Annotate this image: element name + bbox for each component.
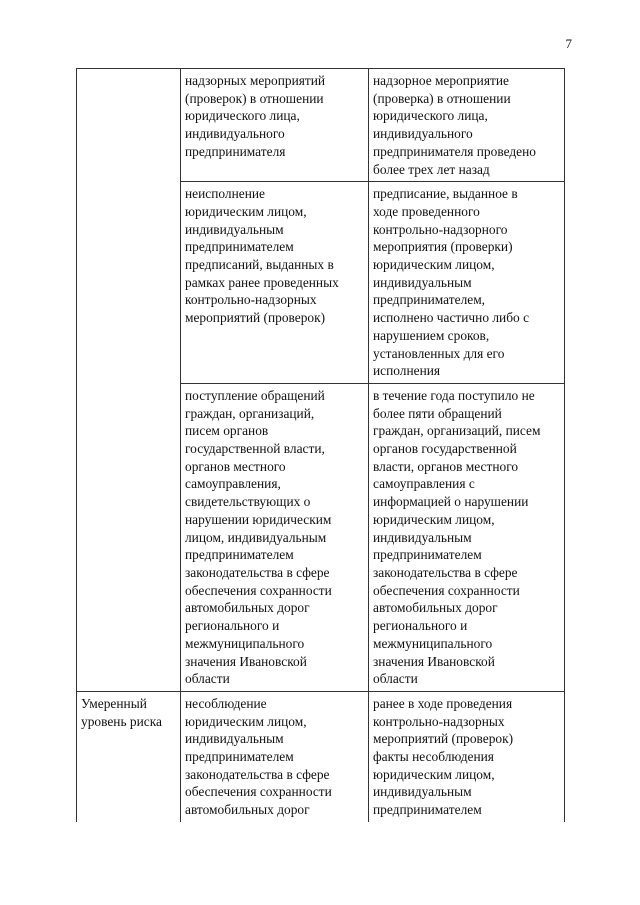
table-row — [77, 69, 565, 182]
risk-criteria-table — [76, 68, 565, 822]
risk-level-cell — [77, 69, 181, 692]
page-number: 7 — [565, 36, 572, 51]
criterion-cell: неисполнение юридическим лицом, индивидуальным предпринимателем предписаний, выданных в рамках ранее проведенных контрольно-надзорных мероприятий (проверок) — [181, 182, 369, 384]
indicator-cell: в течение года поступило не более пяти обращений граждан, организаций, писем органов государственной власти, органов местного самоуправления с информацией о нарушении юридическим лицом, индивидуальным предпринимателем законодательства в сфере обеспечения сохранности автомобильных дорог регионального и межмуниципального значения Ивановской области — [369, 383, 565, 691]
criterion-cell: несоблюдение юридическим лицом, индивидуальным предпринимателем законодательства в сфере обеспечения сохранности автомобильных дорог — [181, 691, 369, 821]
indicator-cell: надзорное мероприятие (проверка) в отношении юридического лица, индивидуального предпринимателя проведено более трех лет назад — [369, 69, 565, 182]
criterion-cell: поступление обращений граждан, организаций, писем органов государственной власти, органов местного самоуправления, свидетельствующих о нарушении юридическим лицом, индивидуальным предпринимателем законодательства в сфере обеспечения сохранности автомобильных дорог регионального и межмуниципального значения Ивановской области — [181, 383, 369, 691]
risk-level-cell: Умеренный уровень риска — [77, 691, 181, 821]
table-row — [77, 691, 565, 821]
indicator-cell: предписание, выданное в ходе проведенного контрольно-надзорного мероприятия (проверки) юридическим лицом, индивидуальным предпринимателем, исполнено частично либо с нарушением сроков, установленных для его исполнения — [369, 182, 565, 384]
indicator-cell: ранее в ходе проведения контрольно-надзорных мероприятий (проверок) факты несоблюдения юридическим лицом, индивидуальным предпринимателем — [369, 691, 565, 821]
criterion-cell: надзорных мероприятий (проверок) в отношении юридического лица, индивидуального предпринимателя — [181, 69, 369, 182]
